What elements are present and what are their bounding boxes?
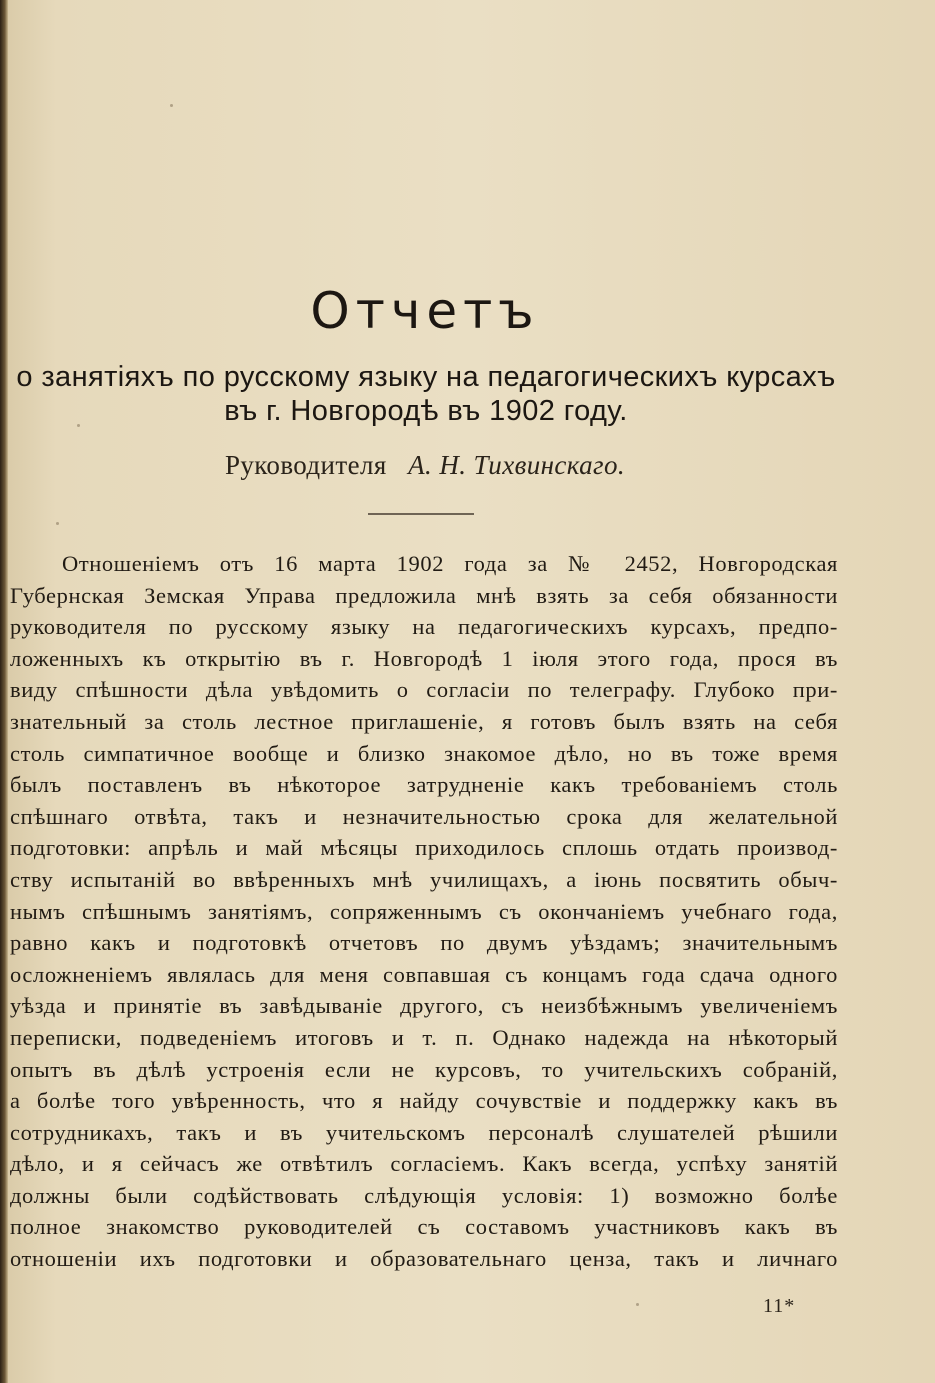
body-line: знательный за столь лестное приглашеніе, я готовъ былъ взять на себя (10, 708, 838, 734)
body-line: дѣло, и я сейчасъ же отвѣтилъ согласіемъ. Какъ всегда, успѣху занятій (10, 1151, 838, 1177)
body-line: ству испытаній во ввѣренныхъ мнѣ училищахъ, а іюнь посвятить обыч- (10, 866, 838, 892)
paper-speck (77, 424, 80, 427)
body-line: столь симпатичное вообще и близко знакомое дѣло, но въ тоже время (10, 740, 838, 766)
body-line: Губернская Земская Управа предложила мнѣ взять за себя обязанности (10, 582, 838, 608)
body-line: осложненіемъ являлась для меня совпавшая съ концамъ года сдача одного (10, 961, 838, 987)
author-prefix: Руководителя (224, 450, 387, 480)
paper-speck (56, 522, 59, 525)
author-name: А. Н. Тихвинскаго. (408, 450, 626, 480)
body-line: сотрудникахъ, такъ и въ учительскомъ персоналѣ слушателей рѣшили (10, 1119, 838, 1145)
body-line: должны были содѣйствовать слѣдующія условія: 1) возможно болѣе (10, 1182, 838, 1208)
body-line: переписки, подведеніемъ итоговъ и т. п. Однако надежда на нѣкоторый (10, 1024, 838, 1050)
author-line (0, 450, 850, 481)
paper-speck (636, 1303, 639, 1306)
section-divider (368, 513, 474, 515)
subtitle-line: о занятіяхъ по русскому языку на педагогическихъ курсахъ (16, 361, 836, 393)
body-line: подготовки: апрѣль и май мѣсяцы приходилось сплошь отдать производ- (10, 835, 838, 861)
body-line: Отношеніемъ отъ 16 марта 1902 года за № 2452, Новгородская (62, 551, 838, 576)
subtitle (0, 360, 852, 428)
body-line: отношеніи ихъ подготовки и образовательнаго ценза, такъ и личнаго (10, 1246, 838, 1272)
body-line: равно какъ и подготовкѣ отчетовъ по двумъ уѣздамъ; значительнымъ (10, 930, 838, 956)
body-line: уѣзда и принятіе въ завѣдываніе другого, съ неизбѣжнымъ увеличеніемъ (10, 993, 838, 1019)
body-line: ложенныхъ къ открытію въ г. Новгородѣ 1 іюля этого года, прося въ (10, 645, 838, 671)
binding-edge (0, 0, 8, 1383)
body-line: полное знакомство руководителей съ составомъ участниковъ какъ въ (10, 1214, 838, 1240)
page-number: 11* (763, 1295, 796, 1317)
body-line: опытъ въ дѣлѣ устроенія если не курсовъ, то учительскихъ собраній, (10, 1056, 838, 1082)
body-line: а болѣе того увѣренность, что я найду сочувствіе и поддержку какъ въ (10, 1088, 838, 1114)
subtitle-line: въ г. Новгородѣ въ 1902 году. (224, 395, 628, 427)
body-line: виду спѣшности дѣла увѣдомить о согласіи по телеграфу. Глубоко при- (10, 677, 838, 703)
body-line: спѣшнаго отвѣта, такъ и незначительностью срока для желательной (10, 803, 838, 829)
page-title: Отчетъ (310, 282, 540, 340)
body-line: руководителя по русскому языку на педагогическихъ курсахъ, предпо- (10, 614, 838, 640)
paper-speck (170, 104, 173, 107)
body-line: нымъ спѣшнымъ занятіямъ, сопряженнымъ съ окончаніемъ учебнаго года, (10, 898, 838, 924)
body-line: былъ поставленъ въ нѣкоторое затрудненіе какъ требованіемъ столь (10, 772, 838, 798)
body-text (10, 548, 838, 1275)
